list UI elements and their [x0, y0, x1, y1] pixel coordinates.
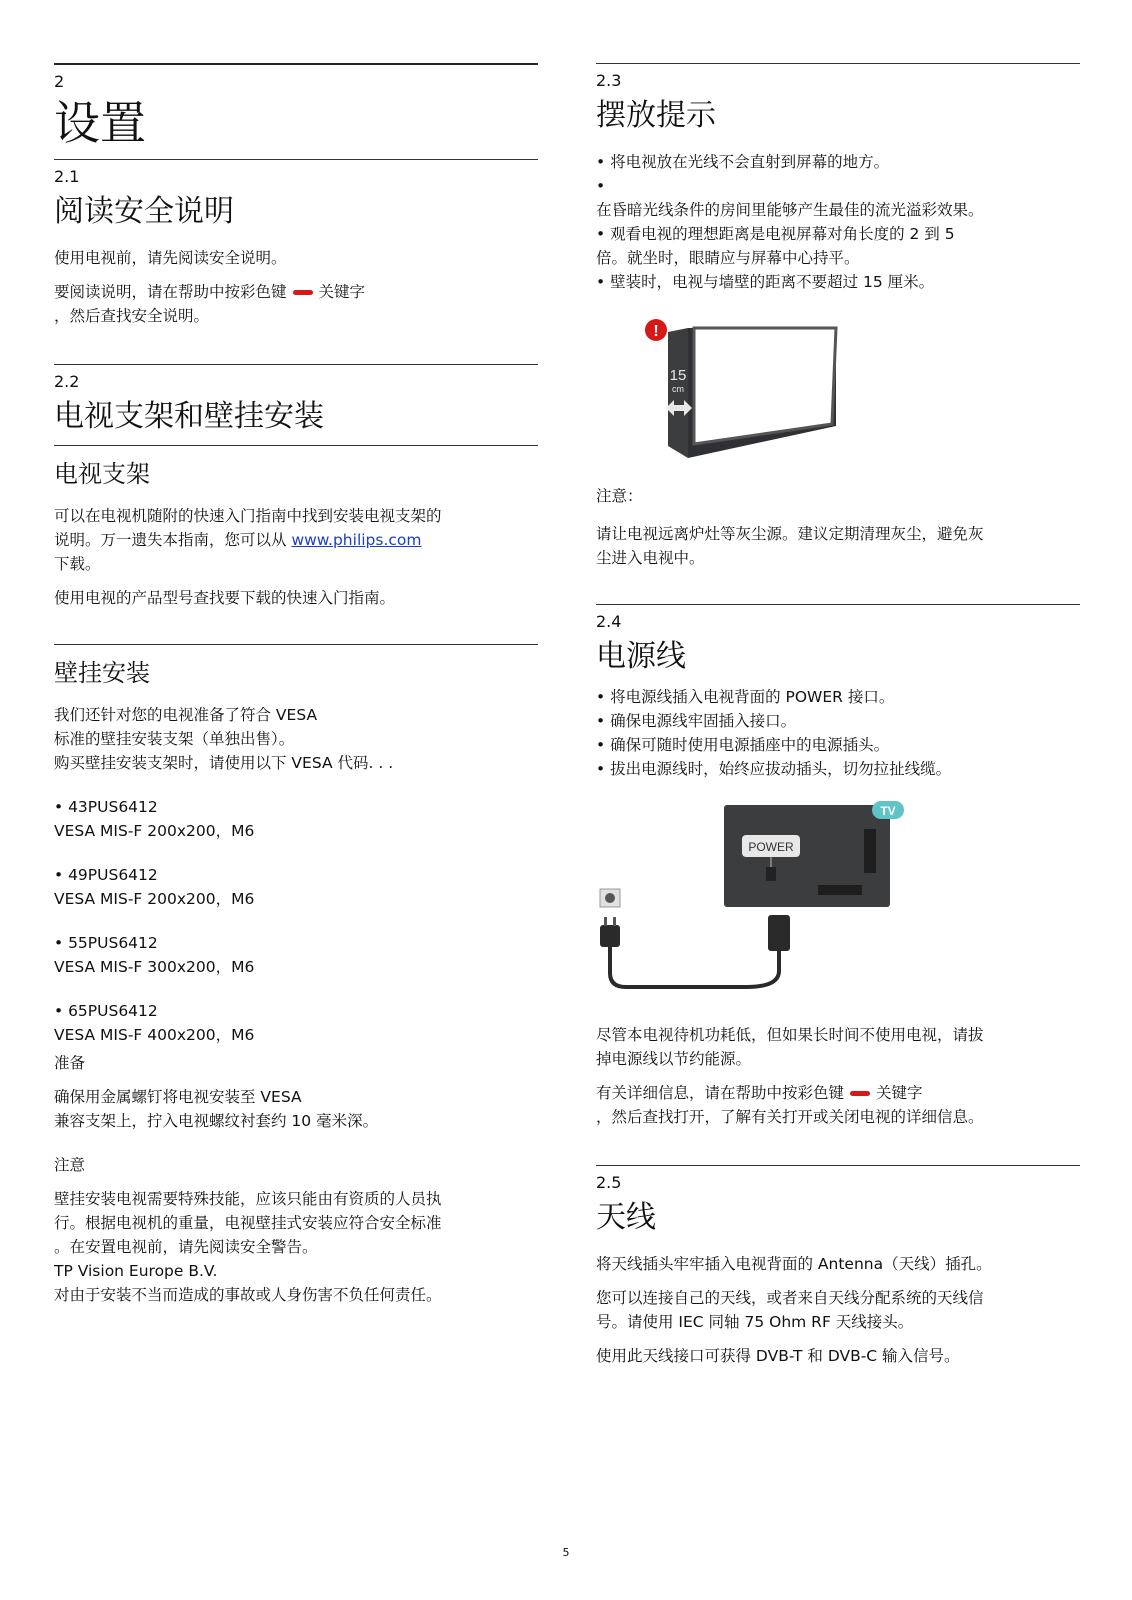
- tv-plug-icon: [768, 915, 790, 951]
- placement-bullet: • 将电视放在光线不会直射到屏幕的地方。: [596, 153, 890, 171]
- vesa-code: VESA MIS-F 300x200，M6: [54, 958, 255, 976]
- stand-text: [54, 504, 538, 576]
- placement-note-line2: 尘进入电视中。: [596, 549, 705, 567]
- antenna-signal: 使用此天线接口可获得 DVB-T 和 DVB-C 输入信号。: [596, 1347, 960, 1365]
- power-help-text: 有关详细信息，请在帮助中按彩色键: [596, 1084, 845, 1102]
- placement-bullet: • 壁装时，电视与墙壁的距离不要超过 15 厘米。: [596, 273, 935, 291]
- stand-text-line3: 下载。: [54, 555, 101, 573]
- section-2-1-rule: [54, 159, 538, 160]
- philips-link[interactable]: www.philips.com: [291, 531, 422, 549]
- plug-icon: [600, 925, 620, 947]
- section-2-3-number: 2.3: [596, 71, 622, 90]
- red-color-key-icon: [293, 290, 313, 295]
- model-name: • 55PUS6412: [54, 934, 158, 952]
- section-2-5-rule: [596, 1165, 1080, 1166]
- page-number: 5: [562, 1546, 570, 1559]
- safety-help: [54, 280, 538, 328]
- power-socket: [766, 867, 776, 881]
- prep-line: 兼容支架上，拧入电视螺纹衬套约 10 毫米深。: [54, 1112, 379, 1130]
- wall-note-line: 对由于安装不当而造成的事故或人身伤害不负任何责任。: [54, 1286, 442, 1304]
- safety-intro: 使用电视前，请先阅读安全说明。: [54, 249, 287, 267]
- chapter-title: 设置: [54, 96, 146, 150]
- safety-help-keyword: 关键字: [318, 283, 366, 301]
- distance-unit: cm: [672, 384, 684, 394]
- tv-screen: [694, 328, 836, 444]
- power-help-keyword: 关键字: [876, 1084, 923, 1102]
- section-2-2-title: 电视支架和壁挂安装: [54, 399, 324, 434]
- tv-slot: [818, 885, 862, 895]
- distance-number: 15: [669, 367, 687, 384]
- power-bullet: • 确保电源线牢固插入接口。: [596, 712, 797, 730]
- chapter-rule: [54, 63, 538, 65]
- placement-bullet: • 观看电视的理想距离是电视屏幕对角长度的 2 到 5: [596, 225, 955, 243]
- model-name: • 43PUS6412: [54, 798, 158, 816]
- safety-help-text-end: ，然后查找安全说明。: [54, 307, 210, 325]
- power-bullet: • 确保可随时使用电源插座中的电源插头。: [596, 736, 890, 754]
- power-bullet: • 拔出电源线时，始终应拔动插头，切勿拉扯线缆。: [596, 760, 952, 778]
- standby-note: [596, 1023, 1080, 1071]
- left-column: [54, 63, 538, 1307]
- section-2-5-number: 2.5: [596, 1173, 622, 1192]
- section-2-1-number: 2.1: [54, 167, 80, 186]
- placement-bullet: •: [596, 177, 606, 195]
- socket-hole: [605, 893, 615, 903]
- wall-title: 壁挂安装: [54, 659, 150, 687]
- section-2-3-rule: [596, 63, 1080, 64]
- power-cord-illustration: [596, 801, 1080, 1011]
- antenna-connect-line1: 您可以连接自己的天线，或者来自天线分配系统的天线信: [596, 1289, 984, 1307]
- wall-rule: [54, 644, 538, 645]
- placement-bullet: 在昏暗光线条件的房间里能够产生最佳的流光溢彩效果。: [596, 201, 984, 219]
- placement-note-line1: 请让电视远离炉灶等灰尘源。建议定期清理灰尘，避免灰: [596, 525, 984, 543]
- placement-bullet: 倍。就坐时，眼睛应与屏幕中心持平。: [596, 249, 860, 267]
- standby-note-line2: 掉电源线以节约能源。: [596, 1050, 752, 1068]
- wall-intro-line: 标准的壁挂安装支架（单独出售）。: [54, 730, 295, 748]
- power-bullet: • 将电源线插入电视背面的 POWER 接口。: [596, 688, 895, 706]
- stand-title: 电视支架: [54, 460, 150, 488]
- power-cable: [610, 947, 779, 987]
- section-2-2-number: 2.2: [54, 372, 80, 391]
- standby-note-line1: 尽管本电视待机功耗低，但如果长时间不使用电视，请拔: [596, 1026, 984, 1044]
- antenna-intro: 将天线插头牢牢插入电视背面的 Antenna（天线）插孔。: [596, 1255, 992, 1273]
- right-column: [596, 63, 1080, 1378]
- red-color-key-icon: [850, 1091, 870, 1096]
- wall-distance-illustration: [596, 306, 1080, 470]
- tv-slot: [864, 829, 876, 873]
- section-2-4-number: 2.4: [596, 612, 622, 631]
- model-name: • 65PUS6412: [54, 1002, 158, 1020]
- section-2-4-rule: [596, 604, 1080, 605]
- power-help: [596, 1081, 1080, 1129]
- stand-text-line2: 说明。万一遗失本指南，您可以从: [54, 531, 292, 549]
- wall-note-line: 行。根据电视机的重量，电视壁挂式安装应符合安全标准: [54, 1214, 442, 1232]
- prep-line: 确保用金属螺钉将电视安装至 VESA: [54, 1088, 302, 1106]
- power-label: POWER: [748, 840, 794, 854]
- vesa-code: VESA MIS-F 400x200，M6: [54, 1026, 255, 1044]
- vesa-code: VESA MIS-F 200x200，M6: [54, 890, 255, 908]
- wall-note-line: 。在安置电视前，请先阅读安全警告。: [54, 1238, 318, 1256]
- wall-intro-line: 购买壁挂安装支架时，请使用以下 VESA 代码. . .: [54, 754, 394, 772]
- warning-mark: !: [653, 323, 659, 340]
- section-2-1-title: 阅读安全说明: [54, 194, 234, 229]
- antenna-connect-line2: 号。请使用 IEC 同轴 75 Ohm RF 天线接头。: [596, 1313, 914, 1331]
- antenna-connect: [596, 1286, 1080, 1334]
- stand-rule: [54, 445, 538, 446]
- power-help-text-end: ，然后查找打开，了解有关打开或关闭电视的详细信息。: [596, 1108, 984, 1126]
- wall-intro-line: 我们还针对您的电视准备了符合 VESA: [54, 706, 318, 724]
- section-2-3-title: 摆放提示: [596, 98, 716, 133]
- section-2-4-title: 电源线: [596, 639, 686, 674]
- section-2-2-rule: [54, 364, 538, 365]
- chapter-number: 2: [54, 72, 65, 91]
- prep-title: 准备: [54, 1054, 86, 1072]
- stand-text-line1: 可以在电视机随附的快速入门指南中找到安装电视支架的: [54, 507, 442, 525]
- vesa-code: VESA MIS-F 200x200，M6: [54, 822, 255, 840]
- model-name: • 49PUS6412: [54, 866, 158, 884]
- placement-note-title: 注意：: [596, 487, 643, 505]
- wall-note-line: TP Vision Europe B.V.: [54, 1262, 218, 1280]
- stand-model-tip: 使用电视的产品型号查找要下载的快速入门指南。: [54, 589, 396, 607]
- section-2-5-title: 天线: [596, 1200, 656, 1235]
- tv-badge-label: TV: [880, 804, 896, 818]
- wall-note-line: 壁挂安装电视需要特殊技能，应该只能由有资质的人员执: [54, 1190, 442, 1208]
- placement-note: [596, 522, 1080, 570]
- safety-help-text: 要阅读说明，请在帮助中按彩色键: [54, 283, 287, 301]
- wall-note-title: 注意: [54, 1156, 86, 1174]
